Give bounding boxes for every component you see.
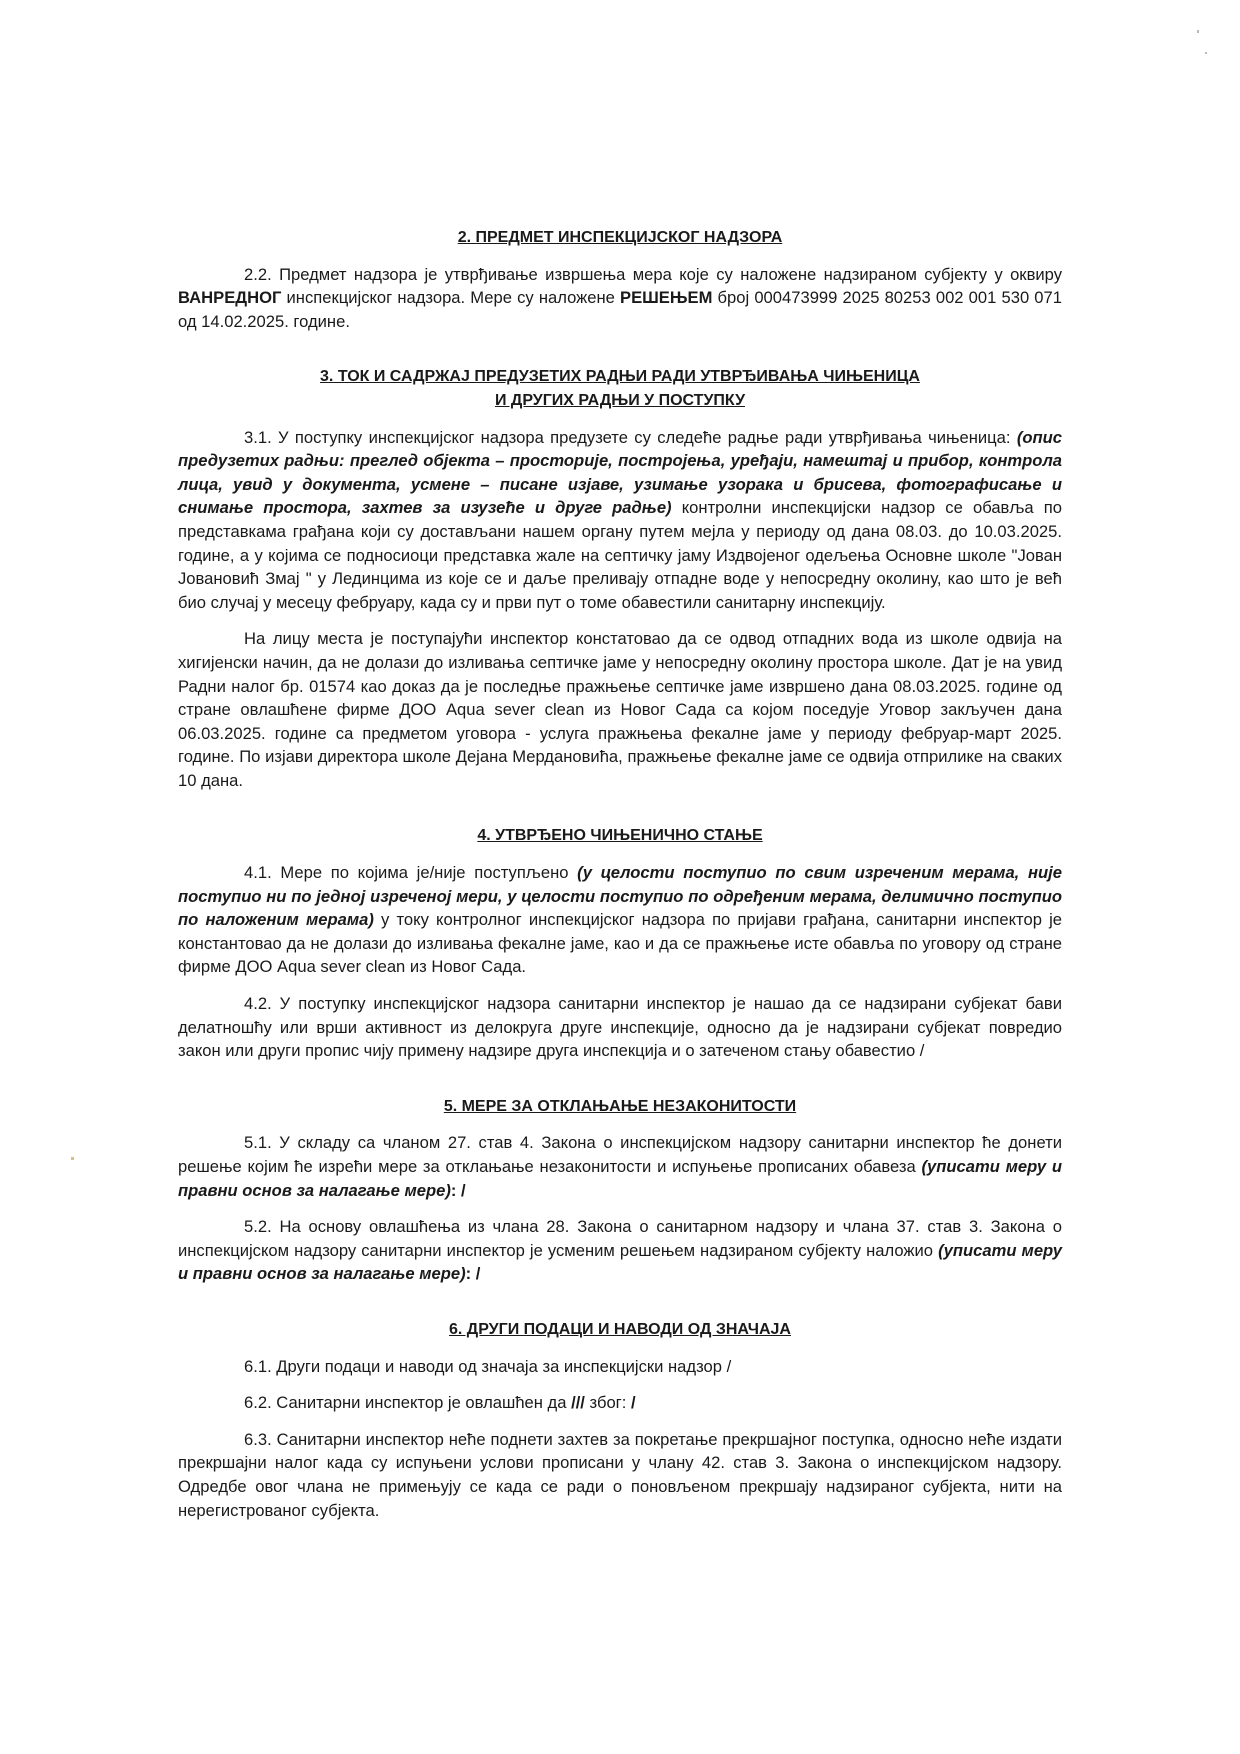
scan-speck xyxy=(71,1157,74,1160)
paragraph-5-1: 5.1. У складу са чланом 27. став 4. Закона о инспекцијском надзору санитарни инспектор ће донети решење којим ће изрећи мере за отклањање незаконитости и испуњење прописаних обавеза (уписати меру и правни основ за налагање мере): / xyxy=(178,1133,1062,1200)
italic-bold-text: (у целости поступио по свим изреченим мерама, није поступио ни по једној изреченој мери, у целости поступио по одређеним мерама, делимично поступио по наложеним мерама) xyxy=(178,863,1062,930)
italic-bold-text: (уписати меру и правни основ за налагање мере) xyxy=(178,1157,1062,1200)
paragraph-6-1: 6.1. Други подаци и наводи од значаја за инспекцијски надзор / xyxy=(244,1356,732,1376)
section-5-title: 5. МЕРЕ ЗА ОТКЛАЊАЊЕ НЕЗАКОНИТОСТИ xyxy=(443,1097,797,1115)
paragraph-6-3: 6.3. Санитарни инспектор неће поднети захтев за покретање прекршајног поступка, односно неће издати прекршајни налог када су испуњени услови прописани у члану 42. став 3. Закона о инспекцијском надзору. Одредбе овог члана не примењују се када се ради о поновљеном прекршају надзираног субјекта, нити на нерегистрованог субјекта. xyxy=(178,1429,1062,1520)
section-4-title: 4. УТВРЂЕНО ЧИЊЕНИЧНО СТАЊЕ xyxy=(477,827,763,845)
paragraph-2-2: 2.2. Предмет надзора је утврђивање извршења мера које су наложене надзираном субјекту у оквиру ВАНРЕДНОГ инспекцијског надзора. Мере су наложене РЕШЕЊЕМ број 000473999 2025 80253 002 001 530 071 од 14.02.2025. године. xyxy=(178,264,1062,331)
section-3-title: 3. ТОК И САДРЖАЈ ПРЕДУЗЕТИХ РАДЊИ РАДИ УТВРЂИВАЊА ЧИЊЕНИЦА И ДРУГИХ РАДЊИ У ПОСТУПКУ xyxy=(320,368,920,409)
paragraph-3-2: На лицу места је поступајући инспектор констатовао да се одвод отпадних вода из школе одвија на хигијенски начин, да не долази до изливања септичке јаме у непосредну околину простора школе. Дат је на увид Радни налог бр. 01574 као доказ да је последње пражњење септичке јаме извршено дана 08.03.2025. године од стране овлашћене фирме ДОО Aqua sever clean из Новог Сада са којом поседује Уговор закључен дана 06.03.2025. године са предметом уговора - услуга пражњења фекалне јаме у периоду фебруар-март 2025. године. По изјави директора школе Дејана Мердановића, пражњење фекалне јаме се одвија отприлике на сваких 10 дана. xyxy=(178,629,1062,790)
paragraph-6-2: 6.2. Санитарни инспектор је овлашћен да /// због: / xyxy=(244,1393,636,1413)
paragraph-3-1: 3.1. У поступку инспекцијског надзора предузете су следеће радње ради утврђивања чињеница: (опис предузетих радњи: преглед објекта – просторије, постројења, уређаји, намештај и прибор, контрола лица, увид у документа, усмене – писане изјаве, узимање узорака и брисева, фотографисање и снимање простора, захтев за изузеће и друге радње) контролни инспекцијски надзор се обавља по представкама грађана који су достављани нашем органу путем мејла у периоду од дана 08.03. до 10.03.2025. године, а у којима се подносиоци представка жале на септичку јаму Издвојеног одељења Основне школе "Јован Јовановић Змај " у Лединцима из које се и даље преливају отпадне воде у непосредну околину, као што је већ био случај у месецу фебруару, када су и први пут о томе обавестили санитарну инспекцију. xyxy=(178,427,1062,612)
italic-bold-text: (уписати меру и правни основ за налагање мере) xyxy=(178,1240,1062,1284)
bold-text: РЕШЕЊЕМ xyxy=(620,288,713,308)
section-6-title: 6. ДРУГИ ПОДАЦИ И НАВОДИ ОД ЗНАЧАЈА xyxy=(449,1320,791,1338)
section-2-title: 2. ПРЕДМЕТ ИНСПЕКЦИЈСКОГ НАДЗОРА xyxy=(457,229,783,246)
scan-speck xyxy=(1197,30,1199,33)
italic-bold-text: (опис предузетих радњи: преглед објекта – просторије, постројења, уређаји, намештај и прибор, контрола лица, увид у документа, усмене – писане изјаве, узимање узорака и брисева, фотографисање и снимање простора, захтев за изузеће и друге радње) xyxy=(178,427,1062,518)
paragraph-4-1: 4.1. Мере по којима је/није поступљено (у целости поступио по свим изреченим мерама, није поступио ни по једној изреченој мери, у целости поступио по одређеним мерама, делимично поступио по наложеним мерама) у току контролног инспекцијског надзора по пријави грађана, санитарни инспектор је константовао да не долази до изливања фекалне јаме, као и да се пражњење исте обавља по уговору од стране фирме ДОО Aqua sever clean из Новог Сада. xyxy=(178,863,1062,977)
scan-speck xyxy=(1205,52,1207,54)
paragraph-4-2: 4.2. У поступку инспекцијског надзора санитарни инспектор је нашао да се надзирани субјекат бави делатношћу или врши активност из делокруга друге инспекције, односно да је надзирани субјекат повредио закон или други пропис чију примену надзире друга инспекција и о затеченом стању обавестио / xyxy=(178,994,1062,1061)
paragraph-5-2: 5.2. На основу овлашћења из члана 28. Закона о санитарном надзору и члана 37. став 3. Закона о инспекцијском надзору санитарни инспектор је усменим решењем надзираном субјекту наложио (уписати меру и правни основ за налагање мере): / xyxy=(178,1217,1062,1284)
bold-text: ВАНРЕДНОГ xyxy=(178,288,282,308)
document-page xyxy=(178,226,1062,1522)
